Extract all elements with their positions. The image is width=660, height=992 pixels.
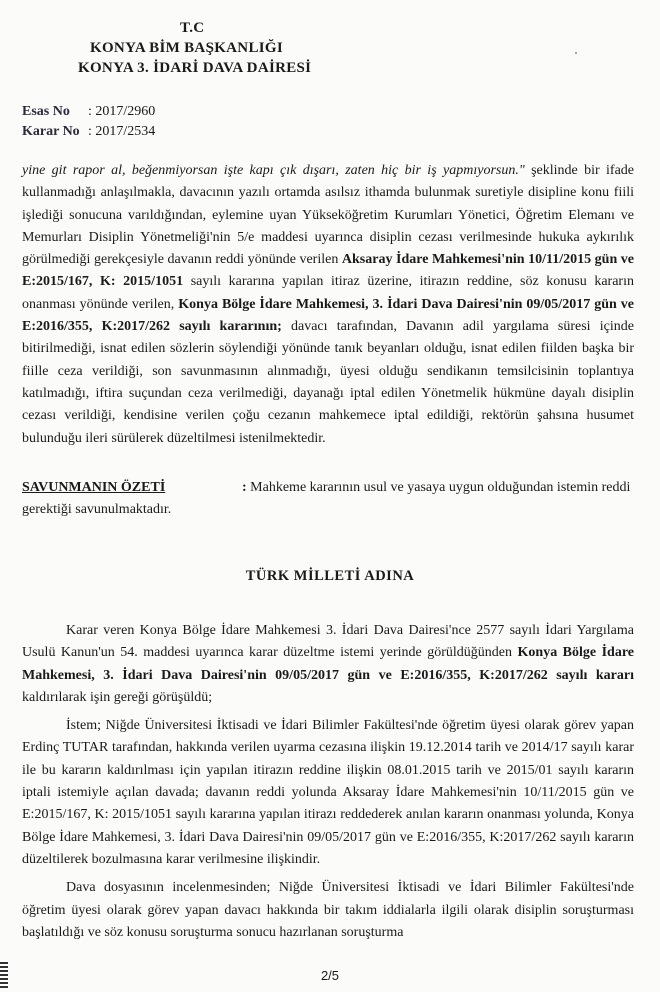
defense-summary-text: Mahkeme kararının usul ve yasaya uygun olduğundan istemin reddi gerektiği savunulmaktadır. — [22, 480, 631, 517]
paragraph-3: İstem; Niğde Üniversitesi İktisadi ve İdari Bilimler Fakültesi'nde öğretim üyesi olarak görev yapan Erdinç TUTAR tarafından, hakkında verilen uyarma cezasına ilişkin 19.12.2014 tarih ve 2014/17 sayılı karar ile bu kararın kaldırılması için yapılan itirazın reddine ilişkin 08.01.2015 tarih ve 2015/01 sayılı kararın iptali istemiyle açılan davada; davanın reddi yolunda Aksaray İdare Mahkemesi'nin 10/11/2015 gün ve E:2015/167, K: 2015/1051 sayılı kararına yapılan itirazı reddederek anılan kararın onanması yolunda, Konya Bölge İdare Mahkemesi, 3. İdari Dava Dairesi'nin 09/05/2017 gün ve E:2016/355, K:2017/262 sayılı kararın düzeltilerek bozulmasına karar verilmesine ilişkindir. — [22, 718, 634, 867]
para1-text-3: davacı tarafından, Davanın adil yargılama süresi içinde bitirilmediği, isnat edilen sözlerin söylendiği yönünde tanık beyanları olduğu, isnat edilen fiilden başka bir fiille ceza verildiği, son savunmasının alınmadığı, üyesi olduğu sendikanın temsilcisinin toplantıya katılmadığı, iftira suçundan ceza verilmediği, dayanağı iptal edilen Yönetmelik hükmüne dayalı disiplin cezası verildiği, kendisine verilen çoğu cezanın mahkemece iptal edildiği, rektörün şahsına husumet bulunduğu ileri sürülerek düzeltilmesi istenilmektedir. — [22, 319, 634, 446]
esas-label: Esas No — [22, 104, 70, 119]
paragraph-4: Dava dosyasının incelenmesinden; Niğde Üniversitesi İktisadi ve İdari Bilimler Fakültesi'nde öğretim üyesi olarak görev yapan davacı hakkında bir takım iddialarla ilgili olarak disiplin soruşturması başlatıldığı ve söz konusu soruşturma sonucu hazırlanan soruşturma — [22, 880, 634, 940]
para1-bold-1: Aksaray İdare Mahkemesi'nin 10/11/2015 gün ve E:2015/167, K: 2015/1051 — [22, 252, 635, 290]
esas-row — [22, 102, 155, 122]
section-title: TÜRK MİLLETİ ADINA — [245, 568, 415, 584]
para1-text-2: sayılı kararına yapılan itiraz üzerine, itirazın reddine, söz konusu kararın onanması yönünde verilen, — [22, 274, 634, 312]
page-number: 2/5 — [320, 968, 340, 983]
para1-text-1: şeklinde bir ifade kullanmadığı anlaşılmakla, davacının yazılı ortamda asılsız ithamda bulunmak suretiyle disipline konu fiili işlediği sonucuna varıldığından, eylemine uyan Yükseköğretim Kurumları Yönetici, Öğretim Elemanı ve Memurları Disiplin Yönetmeliği'nin 5/e maddesi uyarınca disiplin cezası verilmesinde hukuka aykırılık görülmediği gerekçesiyle davanın reddi yönünde verilen — [22, 163, 634, 268]
esas-value: : 2017/2960 — [88, 104, 156, 119]
header-tc: T.C — [180, 20, 205, 36]
paragraph-2: Karar veren Konya Bölge İdare Mahkemesi 3. İdari Dava Dairesi'nce 2577 sayılı İdari Yargılama Usulü Kanun'un 54. maddesi uyarınca karar düzeltme istemi yerinde görüldüğünden Konya Bölge İdare Mahkemesi, 3. İdari Dava Dairesi'nin 09/05/2017 gün ve E:2016/355, K:2017/262 sayılı kararı kaldırılarak işin gereği görüşüldü; — [22, 623, 635, 705]
defense-summary-label: SAVUNMANIN ÖZETİ — [22, 480, 166, 495]
para2-bold: Konya Bölge İdare Mahkemesi, 3. İdari Dava Dairesi'nin 09/05/2017 gün ve E:2016/355, K:2017/262 sayılı kararı — [22, 645, 635, 683]
decision-body — [22, 620, 634, 950]
karar-row — [22, 122, 155, 142]
para1-bold-2: Konya Bölge İdare Mahkemesi, 3. İdari Dava Dairesi'nin 09/05/2017 gün ve E:2016/355, K:2017/262 sayılı kararının; — [22, 296, 634, 335]
defense-summary — [22, 477, 634, 521]
scan-speck — [575, 52, 577, 54]
quoted-statement: yine git rapor al, beğenmiyorsan işte kapı çık dışarı, zaten hiç bir iş yapmıyorsun." — [22, 163, 525, 178]
case-meta — [22, 102, 155, 142]
paragraph-1 — [22, 160, 634, 450]
defense-colon: : — [242, 480, 247, 495]
header-court-presidency: KONYA BİM BAŞKANLIĞI — [90, 40, 283, 56]
karar-label: Karar No — [22, 124, 80, 139]
karar-value: : 2017/2534 — [88, 124, 156, 139]
header-chamber: KONYA 3. İDARİ DAVA DAİRESİ — [78, 60, 312, 76]
